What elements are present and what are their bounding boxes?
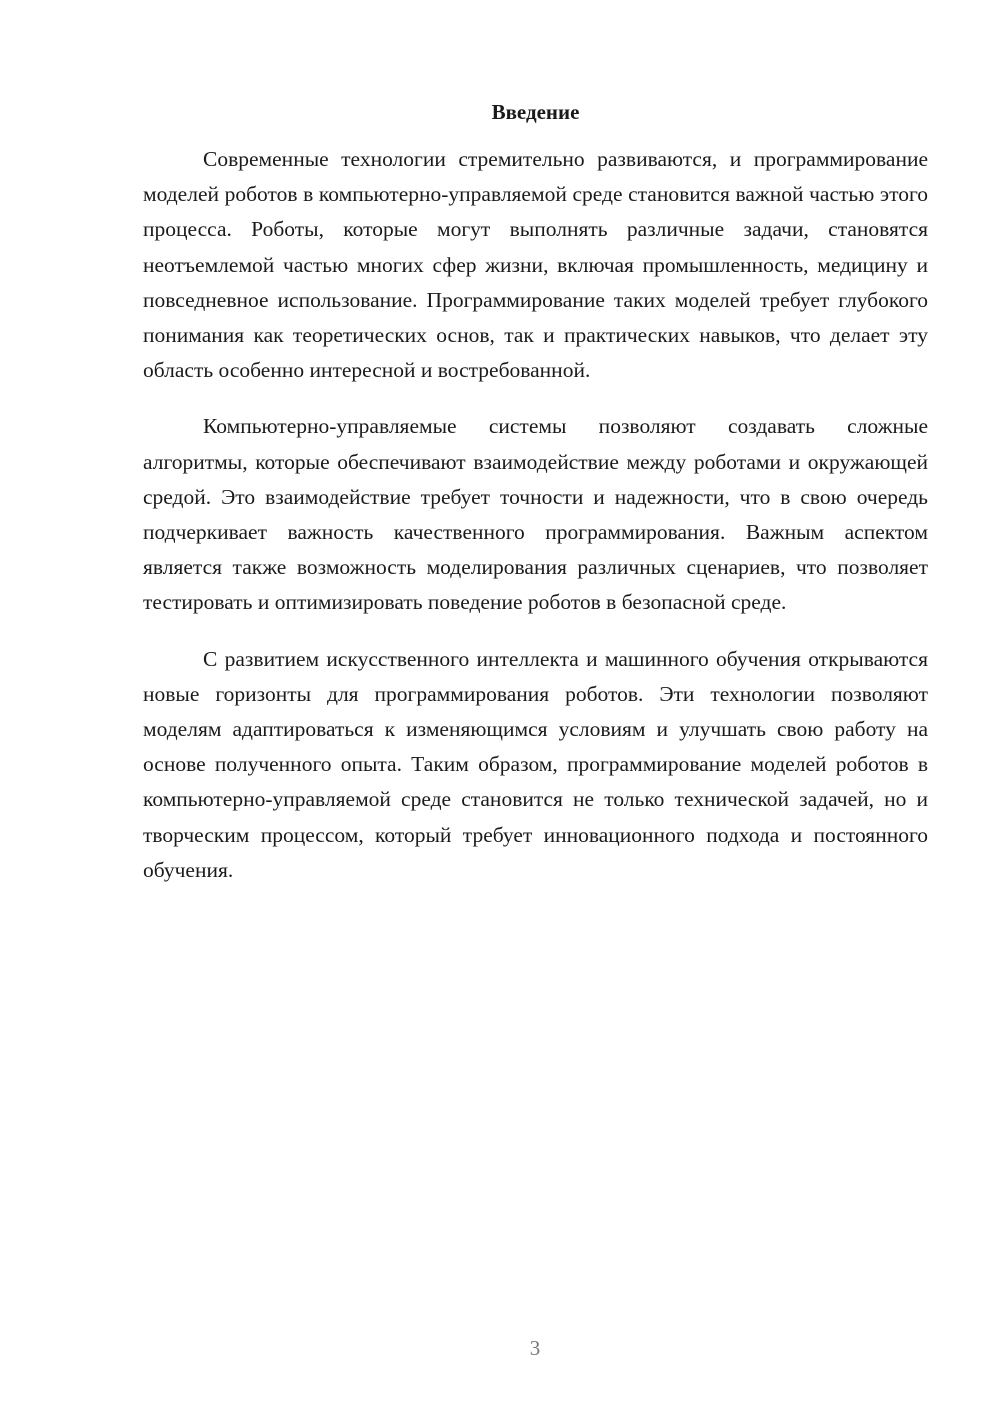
- section-heading: Введение: [491, 100, 580, 124]
- paragraph-1: Современные технологии стремительно развиваются, и программирование моделей роботов в компьютерно-управляемой среде становится важной частью этого процесса. Роботы, которые могут выполнять различные задачи, становятся неотъемлемой частью многих сфер жизни, включая промышленность, медицину и повседневное использование. Программирование таких моделей требует глубокого понимания как теоретических основ, так и практических навыков, что делает эту область особенно интересной и востребованной.: [143, 147, 928, 383]
- paragraph-2: Компьютерно-управляемые системы позволяют создавать сложные алгоритмы, которые обеспечивают взаимодействие между роботами и окружающей средой. Это взаимодействие требует точности и надежности, что в свою очередь подчеркивает важность качественного программирования. Важным аспектом является также возможность моделирования различных сценариев, что позволяет тестировать и оптимизировать поведение роботов в безопасной среде.: [143, 414, 928, 615]
- page-number: 3: [529, 1336, 541, 1360]
- body-text: [143, 142, 928, 909]
- paragraph-3: С развитием искусственного интеллекта и машинного обучения открываются новые горизонты для программирования роботов. Эти технологии позволяют моделям адаптироваться к изменяющимся условиям и улучшать свою работу на основе полученного опыта. Таким образом, программирование моделей роботов в компьютерно-управляемой среде становится не только технической задачей, но и творческим процессом, который требует инновационного подхода и постоянного обучения.: [143, 646, 928, 882]
